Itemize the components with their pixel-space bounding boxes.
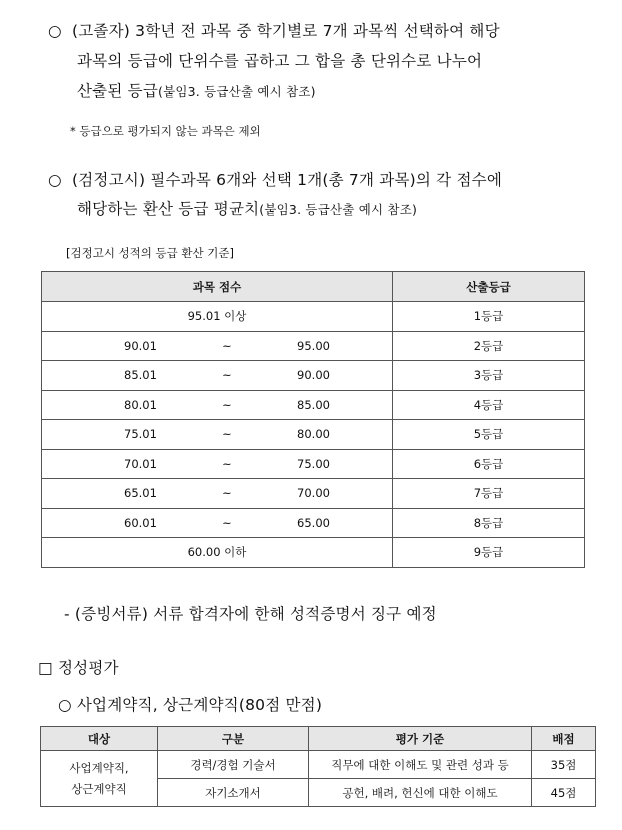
header-grade: 산출등급	[393, 272, 585, 302]
table-row: 자기소개서 공헌, 배려, 헌신에 대한 이해도 45점	[41, 779, 596, 807]
header-criteria: 평가 기준	[309, 727, 532, 751]
qual-eval-table	[40, 726, 596, 807]
table-row: 65.01 ~ 70.00 7등급	[42, 479, 585, 509]
header-target: 대상	[41, 727, 158, 751]
header-type: 구분	[158, 727, 309, 751]
table-row: 80.01 ~ 85.00 4등급	[42, 390, 585, 420]
table-row: 90.01 ~ 95.00 2등급	[42, 331, 585, 361]
header-score: 배점	[532, 727, 596, 751]
qual-eval-title: □ 정성평가	[38, 659, 119, 677]
table-row: 75.01 ~ 80.00 5등급	[42, 420, 585, 450]
section1-line3: 산출된 등급(붙임3. 등급산출 예시 참조)	[77, 82, 316, 100]
proof-note: - (증빙서류) 서류 합격자에 한해 성적증명서 징구 예정	[64, 605, 437, 623]
table-row: 95.01 이상 1등급	[42, 302, 585, 332]
table-row: 60.00 이하 9등급	[42, 538, 585, 568]
section1-note: * 등급으로 평가되지 않는 과목은 제외	[70, 124, 261, 138]
bullet-icon: ○	[48, 171, 62, 189]
header-score: 과목 점수	[42, 272, 393, 302]
grade-table-caption: [검정고시 성적의 등급 환산 기준]	[66, 246, 235, 260]
grade-table	[41, 271, 585, 568]
qual-eval-sub: ○ 사업계약직, 상근계약직(80점 만점)	[58, 696, 323, 714]
section2-line2: 해당하는 환산 등급 평균치(붙임3. 등급산출 예시 참조)	[77, 200, 418, 218]
table-row: 사업계약직, 상근계약직 경력/경험 기술서 직무에 대한 이해도 및 관련 성과 등 35점	[41, 751, 596, 779]
target-cell: 사업계약직, 상근계약직	[41, 751, 158, 807]
table-row: 85.01 ~ 90.00 3등급	[42, 361, 585, 391]
section1-line1: ○ (고졸자) 3학년 전 과목 중 학기별로 7개 과목씩 선택하여 해당	[48, 22, 500, 40]
table-row: 70.01 ~ 75.00 6등급	[42, 449, 585, 479]
section2-line1: ○ (검정고시) 필수과목 6개와 선택 1개(총 7개 과목)의 각 점수에	[48, 171, 502, 189]
table-row: 60.01 ~ 65.00 8등급	[42, 508, 585, 538]
bullet-icon: ○	[48, 22, 62, 40]
section1-line2: 과목의 등급에 단위수를 곱하고 그 합을 총 단위수로 나누어	[77, 52, 483, 70]
